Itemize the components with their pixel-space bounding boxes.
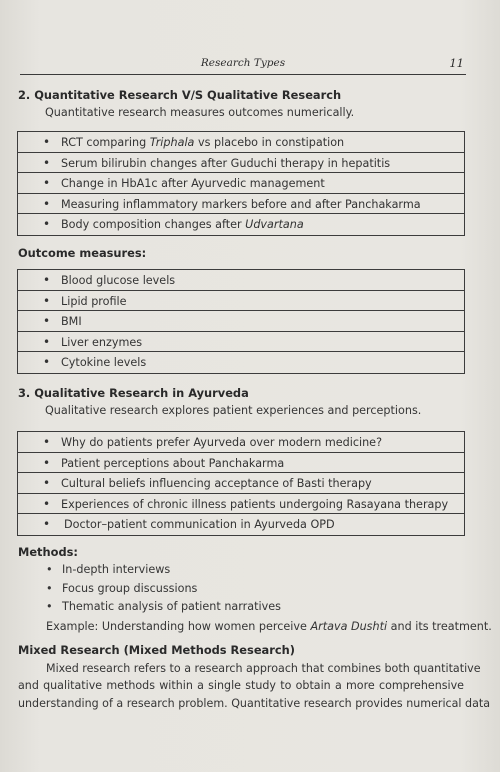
bullet: •	[43, 196, 51, 211]
section-2-intro: Quantitative research measures outcomes numerically.	[45, 106, 355, 119]
item-text: Thematic analysis of patient narratives	[62, 600, 281, 613]
list-item	[18, 473, 464, 494]
item-text: Measuring inflammatory markers before and after Panchakarma	[61, 197, 421, 211]
item-text: Cytokine levels	[61, 356, 147, 369]
bullet: •	[43, 334, 51, 349]
list-item	[18, 132, 464, 153]
list-item	[18, 432, 464, 453]
bullet: •	[43, 176, 51, 190]
qualitative-examples-box	[17, 431, 465, 536]
bullet: •	[43, 314, 51, 328]
item-text: Patient perceptions about Panchakarma	[61, 456, 285, 470]
section-3-intro: Qualitative research explores patient experiences and perceptions.	[45, 404, 422, 417]
item-text: Cultural beliefs influencing acceptance of Basti therapy	[61, 477, 372, 490]
example-text-tail: and its treatment.	[387, 620, 492, 633]
bullet: •	[43, 293, 51, 308]
methods-heading: Methods:	[18, 545, 78, 559]
methods-example	[46, 620, 492, 633]
item-text: In-depth interviews	[62, 563, 171, 576]
bullet: •	[43, 135, 51, 149]
running-header	[20, 56, 466, 75]
paragraph-line: understanding of a research problem. Quantitative research provides numerical data	[18, 696, 491, 710]
item-text: Change in HbA1c after Ayurvedic management	[61, 177, 325, 190]
bullet: •	[46, 582, 53, 595]
item-text: BMI	[61, 315, 82, 328]
list-item	[18, 311, 464, 332]
item-text: RCT comparing	[61, 136, 150, 149]
bullet: •	[43, 355, 51, 369]
list-item	[18, 153, 464, 174]
item-text: Liver enzymes	[61, 335, 143, 349]
item-text-tail: vs placebo in constipation	[194, 136, 345, 149]
quantitative-examples-box	[17, 131, 465, 236]
list-item	[18, 194, 464, 215]
item-emphasis: Udvartana	[245, 218, 304, 231]
list-item	[18, 352, 464, 373]
item-text: Experiences of chronic illness patients undergoing Rasayana therapy	[61, 497, 449, 511]
bullet: •	[43, 155, 51, 170]
list-item	[18, 494, 464, 515]
item-text: Why do patients prefer Ayurveda over modern medicine?	[61, 436, 383, 449]
item-text: Lipid profile	[61, 294, 127, 308]
item-text: Focus group discussions	[62, 582, 198, 595]
paragraph-line: Mixed research refers to a research approach that combines both quantitative	[46, 662, 481, 675]
bullet: •	[43, 476, 51, 490]
item-text: Serum bilirubin changes after Guduchi therapy in hepatitis	[61, 156, 391, 170]
list-item	[18, 514, 464, 535]
example-text: Example: Understanding how women perceive	[46, 620, 311, 633]
bullet: •	[43, 455, 51, 470]
list-item	[18, 332, 464, 353]
mixed-heading: Mixed Research (Mixed Methods Research)	[18, 643, 295, 657]
item-text: Doctor–patient communication in Ayurveda OPD	[64, 518, 335, 531]
mixed-paragraph	[18, 660, 491, 712]
example-emphasis: Artava Dushti	[310, 620, 388, 633]
bullet: •	[43, 273, 51, 287]
list-item	[18, 270, 464, 291]
bullet: •	[43, 217, 51, 231]
list-item	[18, 173, 464, 194]
item-text: Blood glucose levels	[61, 274, 176, 287]
section-3-heading: 3. Qualitative Research in Ayurveda	[18, 386, 249, 400]
bullet: •	[43, 496, 51, 511]
page-number: 11	[449, 56, 464, 70]
running-title: Research Types	[200, 57, 286, 69]
bullet: •	[43, 517, 51, 531]
item-text: Body composition changes after	[61, 218, 246, 231]
list-item	[18, 453, 464, 474]
list-item	[18, 291, 464, 312]
section-2-heading: 2. Quantitative Research V/S Qualitative Research	[18, 88, 342, 102]
bullet: •	[46, 563, 53, 576]
item-emphasis: Triphala	[149, 136, 195, 149]
bullet: •	[43, 435, 51, 449]
outcome-measures-box	[17, 269, 465, 374]
bullet: •	[46, 600, 53, 613]
outcome-heading: Outcome measures:	[18, 246, 147, 260]
paragraph-line: and qualitative methods within a single study to obtain a more comprehensive	[18, 679, 464, 693]
list-item	[18, 214, 464, 235]
